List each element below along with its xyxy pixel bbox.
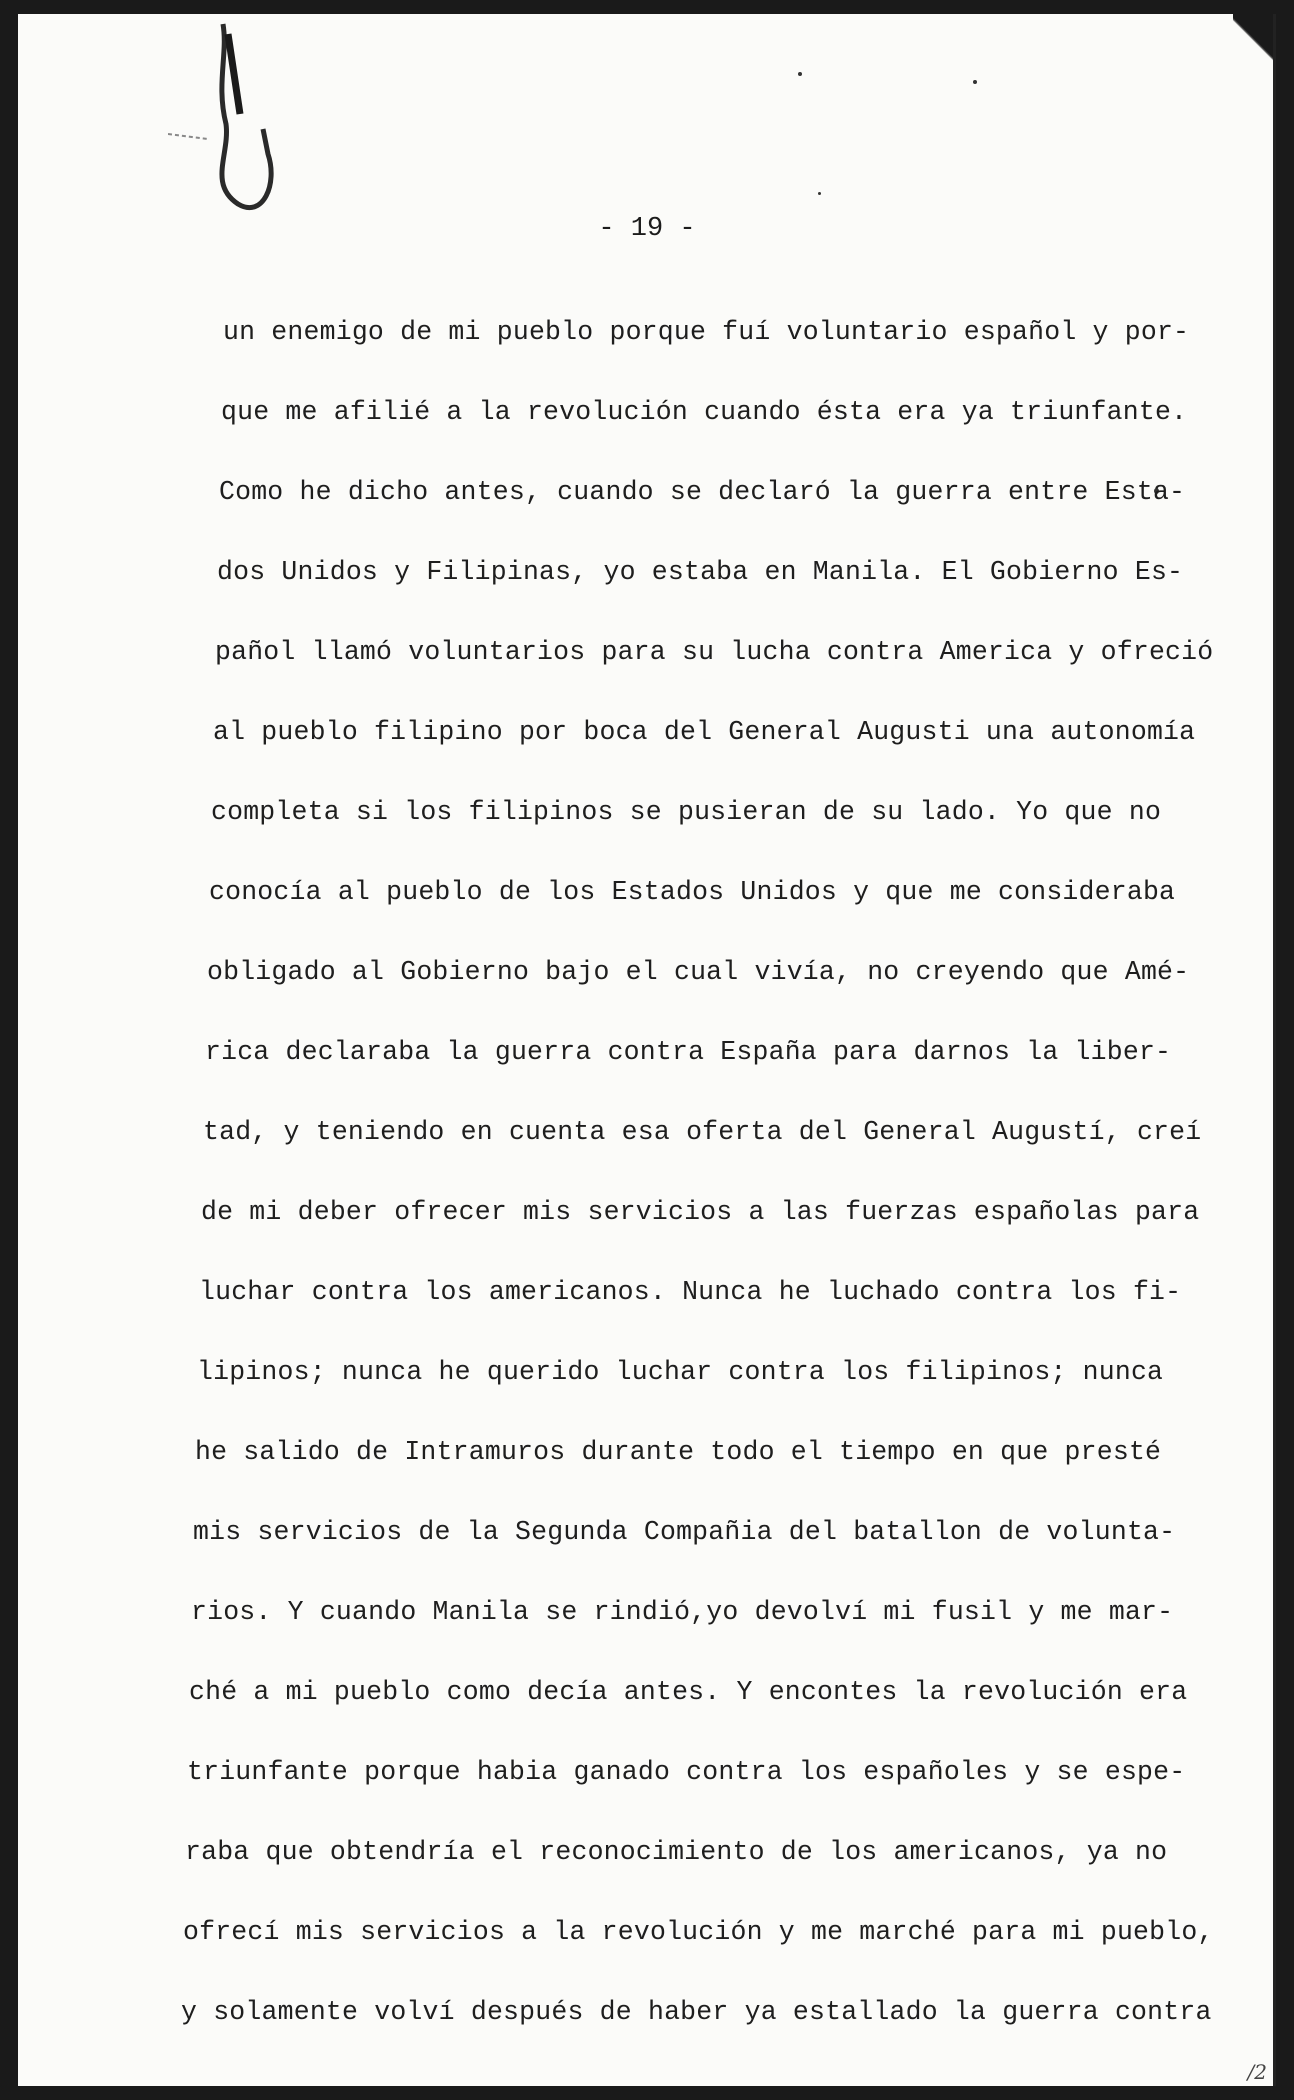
text-line: mis servicios de la Segunda Compañia del batallon de volunta- bbox=[193, 1517, 1176, 1547]
text-line: rica declaraba la guerra contra España para darnos la liber- bbox=[205, 1037, 1172, 1067]
corner-mark: /2 bbox=[1247, 2060, 1267, 2084]
text-line: obligado al Gobierno bajo el cual vivía, no creyendo que Amé- bbox=[207, 957, 1190, 987]
text-line: luchar contra los americanos. Nunca he luchado contra los fi- bbox=[199, 1277, 1182, 1307]
paper-clip-mark bbox=[168, 14, 298, 224]
ink-speck bbox=[818, 192, 821, 195]
document-page bbox=[18, 14, 1276, 2086]
text-line: un enemigo de mi pueblo porque fuí voluntario español y por- bbox=[223, 317, 1190, 347]
text-line: que me afilié a la revolución cuando ésta era ya triunfante. bbox=[221, 397, 1188, 427]
text-line: y solamente volví después de haber ya estallado la guerra contra bbox=[181, 1997, 1212, 2027]
text-line: tad, y teniendo en cuenta esa oferta del General Augustí, creí bbox=[203, 1117, 1202, 1147]
text-line: al pueblo filipino por boca del General Augusti una autonomía bbox=[213, 717, 1196, 747]
text-line: completa si los filipinos se pusieran de su lado. Yo que no bbox=[211, 797, 1162, 827]
text-line: he salido de Intramuros durante todo el tiempo en que presté bbox=[195, 1437, 1162, 1467]
ink-speck bbox=[798, 72, 802, 76]
text-line: raba que obtendría el reconocimiento de los americanos, ya no bbox=[185, 1837, 1168, 1867]
folded-corner bbox=[1233, 14, 1273, 64]
text-line: ofrecí mis servicios a la revolución y me marché para mi pueblo, bbox=[183, 1917, 1214, 1947]
page-number: - 19 - bbox=[598, 214, 696, 244]
text-line: dos Unidos y Filipinas, yo estaba en Manila. El Gobierno Es- bbox=[217, 557, 1184, 587]
text-line: pañol llamó voluntarios para su lucha contra America y ofreció bbox=[215, 637, 1214, 667]
text-line: Como he dicho antes, cuando se declaró la guerra entre Esta- bbox=[219, 477, 1186, 507]
text-line: de mi deber ofrecer mis servicios a las fuerzas españolas para bbox=[201, 1197, 1200, 1227]
text-line: rios. Y cuando Manila se rindió,yo devolví mi fusil y me mar- bbox=[191, 1597, 1174, 1627]
body-text bbox=[181, 292, 1214, 2052]
text-line: triunfante porque habia ganado contra los españoles y se espe- bbox=[187, 1757, 1186, 1787]
text-line: ché a mi pueblo como decía antes. Y encontes la revolución era bbox=[189, 1677, 1188, 1707]
text-line: lipinos; nunca he querido luchar contra los filipinos; nunca bbox=[197, 1357, 1164, 1387]
ink-speck bbox=[973, 80, 977, 84]
text-line: conocía al pueblo de los Estados Unidos y que me consideraba bbox=[209, 877, 1176, 907]
